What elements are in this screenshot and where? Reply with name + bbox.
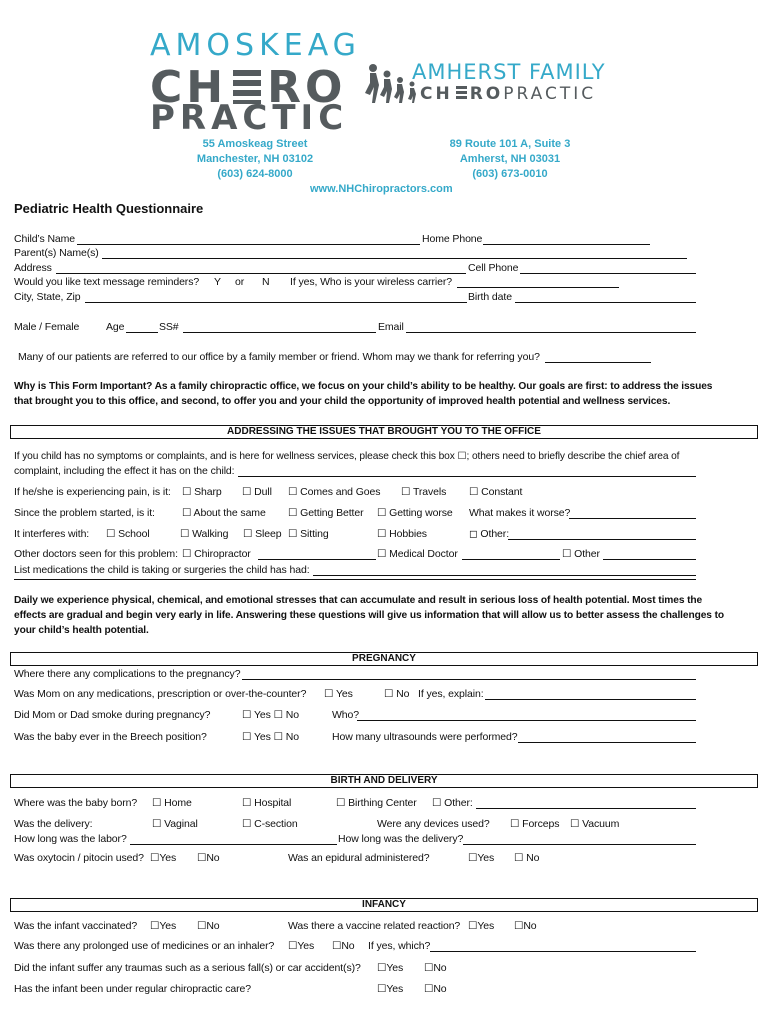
mom-medications-question: Was Mom on any medications, prescription or over-the-counter? xyxy=(14,688,307,700)
city-label: City, State, Zip xyxy=(14,291,81,303)
medications-question: List medications the child is taking or surgeries the child has had: xyxy=(14,564,310,576)
devices-vacuum-checkbox[interactable]: ☐ Vacuum xyxy=(570,818,620,830)
birth-section-header: BIRTH AND DELIVERY xyxy=(10,774,758,788)
reminders-no[interactable]: N xyxy=(262,276,270,288)
birthplace-home-checkbox[interactable]: ☐ Home xyxy=(152,797,192,809)
carrier-label: If yes, Who is your wireless carrier? xyxy=(290,276,453,288)
birthplace-question: Where was the baby born? xyxy=(14,797,138,809)
doctor-medical-checkbox[interactable]: ☐ Medical Doctor xyxy=(377,548,458,560)
pain-sharp-checkbox[interactable]: ☐ Sharp xyxy=(182,486,222,498)
since-better-checkbox[interactable]: ☐ Getting Better xyxy=(288,507,364,519)
reaction-question: Was there a vaccine related reaction? xyxy=(288,920,461,932)
page-title: Pediatric Health Questionnaire xyxy=(14,201,204,216)
birthplace-other-field[interactable] xyxy=(476,808,696,809)
doctors-question: Other doctors seen for this problem: xyxy=(14,548,178,560)
labor-field[interactable] xyxy=(130,844,337,845)
vaccinated-no[interactable]: ☐No xyxy=(197,920,220,932)
carrier-field[interactable] xyxy=(457,287,619,288)
explain-field[interactable] xyxy=(485,699,696,700)
infancy-section-header: INFANCY xyxy=(10,898,758,912)
delivery-length-field[interactable] xyxy=(463,844,696,845)
daily-paragraph-2: effects are gradual and begin very early in life. Answering these questions will give us information that will allow us to better assess the challenges to xyxy=(14,610,724,621)
inhaler-no[interactable]: ☐No xyxy=(332,940,355,952)
amoskeag-address: 55 Amoskeag Street Manchester, NH 03102 (603) 624-8000 xyxy=(196,138,314,180)
chiro-wordmark: CH RO xyxy=(150,62,347,113)
amoskeag-wordmark: AMOSKEAG xyxy=(150,28,361,63)
email-label: Email xyxy=(378,321,404,333)
ss-field[interactable] xyxy=(183,332,376,333)
cell-phone-label: Cell Phone xyxy=(468,262,519,274)
vaccinated-question: Was the infant vaccinated? xyxy=(14,920,138,932)
who-field[interactable] xyxy=(357,720,696,721)
trauma-question: Did the infant suffer any traumas such as a serious fall(s) or car accident(s)? xyxy=(14,962,361,974)
oxytocin-yes[interactable]: ☐Yes xyxy=(150,852,177,864)
worse-question: What makes it worse? xyxy=(469,507,571,519)
pain-travels-checkbox[interactable]: ☐ Travels xyxy=(401,486,447,498)
smoke-question: Did Mom or Dad smoke during pregnancy? xyxy=(14,709,211,721)
referral-field[interactable] xyxy=(545,362,651,363)
daily-paragraph-1: Daily we experience physical, chemical, and emotional stresses that can accumulate and result in serious loss of health potential. Most times the xyxy=(14,595,703,606)
amherst-wordmark: AMHERST FAMILY xyxy=(412,60,606,84)
interferes-school-checkbox[interactable]: ☐ School xyxy=(106,528,150,540)
medications-field[interactable] xyxy=(313,575,696,576)
issues-intro-1: If you child has no symptoms or complaints, and is here for wellness services, please check this box ☐; others need to briefly describe the chief area of xyxy=(14,451,680,462)
trauma-yes[interactable]: ☐Yes xyxy=(377,962,404,974)
pregnancy-complications-field[interactable] xyxy=(242,679,696,680)
worse-field[interactable] xyxy=(569,518,696,519)
interferes-walking-checkbox[interactable]: ☐ Walking xyxy=(180,528,229,540)
delivery-length-question: How long was the delivery? xyxy=(338,833,464,845)
pain-dull-checkbox[interactable]: ☐ Dull xyxy=(242,486,272,498)
reminders-yes[interactable]: Y xyxy=(214,276,221,288)
ultrasounds-field[interactable] xyxy=(518,742,696,743)
why-paragraph-2: that brought you to this office, and second, to offer you and your child the opportunity of improved health potential and wellness services. xyxy=(14,396,671,407)
trauma-no[interactable]: ☐No xyxy=(424,962,447,974)
interferes-sitting-checkbox[interactable]: ☐ Sitting xyxy=(288,528,329,540)
delivery-question: Was the delivery: xyxy=(14,818,93,830)
sex-label[interactable]: Male / Female xyxy=(14,321,80,333)
inhaler-question: Was there any prolonged use of medicines or an inhaler? xyxy=(14,940,275,952)
breech-yes-no[interactable]: ☐ Yes ☐ No xyxy=(242,731,299,743)
daily-paragraph-3: your child’s health potential. xyxy=(14,625,149,636)
epidural-yes[interactable]: ☐Yes xyxy=(468,852,495,864)
interferes-other-field[interactable] xyxy=(508,539,696,540)
practic-wordmark: PRACTIC xyxy=(150,98,349,138)
parents-label: Parent(s) Name(s) xyxy=(14,247,99,259)
amherst-address: 89 Route 101 A, Suite 3 Amherst, NH 03031 (603) 673-0010 xyxy=(449,138,571,180)
home-phone-label: Home Phone xyxy=(422,233,483,245)
ultrasounds-label: How many ultrasounds were performed? xyxy=(332,731,518,743)
childs-name-field[interactable] xyxy=(77,244,420,245)
medications-field-2[interactable] xyxy=(14,579,696,580)
why-paragraph-1: Why is This Form Important? As a family chiropractic office, we focus on your child’s ability to be healthy. Our goals are first: to address the issues xyxy=(14,381,713,392)
since-worse-checkbox[interactable]: ☐ Getting worse xyxy=(377,507,453,519)
interferes-sleep-checkbox[interactable]: ☐ Sleep xyxy=(243,528,282,540)
website: www.NHChiropractors.com xyxy=(310,183,453,195)
pain-constant-checkbox[interactable]: ☐ Constant xyxy=(469,486,523,498)
cell-phone-field[interactable] xyxy=(520,273,696,274)
interferes-question: It interferes with: xyxy=(14,528,90,540)
text-reminders-label: Would you like text message reminders? xyxy=(14,276,200,288)
chiro-care-yes[interactable]: ☐Yes xyxy=(377,983,404,995)
email-field[interactable] xyxy=(406,332,696,333)
smoke-yes-no[interactable]: ☐ Yes ☐ No xyxy=(242,709,299,721)
breech-question: Was the baby ever in the Breech position? xyxy=(14,731,207,743)
pain-question: If he/she is experiencing pain, is it: xyxy=(14,486,171,498)
birth-date-field[interactable] xyxy=(515,302,696,303)
since-same-checkbox[interactable]: ☐ About the same xyxy=(182,507,266,519)
interferes-hobbies-checkbox[interactable]: ☐ Hobbies xyxy=(377,528,427,540)
childs-name-label: Child’s Name xyxy=(14,233,76,245)
reaction-no[interactable]: ☐No xyxy=(514,920,537,932)
labor-question: How long was the labor? xyxy=(14,833,127,845)
medical-doctor-field[interactable] xyxy=(462,559,560,560)
reminders-or: or xyxy=(235,276,245,288)
doctor-other-checkbox[interactable]: ☐ Other xyxy=(562,548,600,560)
doctor-chiropractor-checkbox[interactable]: ☐ Chiropractor xyxy=(182,548,251,560)
devices-question: Were any devices used? xyxy=(377,818,490,830)
since-question: Since the problem started, is it: xyxy=(14,507,155,519)
issues-section-header: ADDRESSING THE ISSUES THAT BROUGHT YOU TO THE OFFICE xyxy=(10,425,758,439)
who-label: Who? xyxy=(332,709,360,721)
which-field[interactable] xyxy=(430,951,696,952)
pregnancy-complications-question: Where there any complications to the pregnancy? xyxy=(14,668,241,680)
mom-medications-no[interactable]: ☐ No xyxy=(384,688,410,700)
complaint-field[interactable] xyxy=(238,476,696,477)
issues-intro-2: complaint, including the effect it has on the child: xyxy=(14,465,235,477)
doctor-other-field[interactable] xyxy=(603,559,696,560)
epidural-no[interactable]: ☐ No xyxy=(514,852,540,864)
age-label: Age xyxy=(106,321,125,333)
mom-medications-yes[interactable]: ☐ Yes xyxy=(324,688,353,700)
birthplace-hospital-checkbox[interactable]: ☐ Hospital xyxy=(242,797,292,809)
explain-label: If yes, explain: xyxy=(418,688,484,700)
epidural-question: Was an epidural administered? xyxy=(288,852,430,864)
ss-label: SS# xyxy=(159,321,179,333)
amherst-chiro-wordmark: CH ROPRACTIC xyxy=(420,84,597,104)
chiro-care-no[interactable]: ☐No xyxy=(424,983,447,995)
parents-field[interactable] xyxy=(102,258,687,259)
birth-date-label: Birth date xyxy=(468,291,512,303)
delivery-vaginal-checkbox[interactable]: ☐ Vaginal xyxy=(152,818,198,830)
oxytocin-question: Was oxytocin / pitocin used? xyxy=(14,852,144,864)
which-label: If yes, which? xyxy=(368,940,431,952)
address-label: Address xyxy=(14,262,52,274)
inhaler-yes[interactable]: ☐Yes xyxy=(288,940,315,952)
city-field[interactable] xyxy=(85,302,467,303)
pregnancy-section-header: PREGNANCY xyxy=(10,652,758,666)
address-field[interactable] xyxy=(56,273,466,274)
spine-icon xyxy=(456,86,467,100)
referral-question: Many of our patients are referred to our office by a family member or friend. Whom may we thank for referring you? xyxy=(18,351,540,363)
reaction-yes[interactable]: ☐Yes xyxy=(468,920,495,932)
birthplace-other-checkbox[interactable]: ☐ Other: xyxy=(432,797,473,809)
oxytocin-no[interactable]: ☐No xyxy=(197,852,220,864)
vaccinated-yes[interactable]: ☐Yes xyxy=(150,920,177,932)
home-phone-field[interactable] xyxy=(483,244,650,245)
chiropractor-field[interactable] xyxy=(258,559,376,560)
devices-forceps-checkbox[interactable]: ☐ Forceps xyxy=(510,818,560,830)
interferes-other-checkbox[interactable]: ◻ Other: xyxy=(469,528,510,540)
birthplace-center-checkbox[interactable]: ☐ Birthing Center xyxy=(336,797,417,809)
delivery-csection-checkbox[interactable]: ☐ C-section xyxy=(242,818,298,830)
pain-comes-goes-checkbox[interactable]: ☐ Comes and Goes xyxy=(288,486,381,498)
chiro-care-question: Has the infant been under regular chiropractic care? xyxy=(14,983,252,995)
age-field[interactable] xyxy=(126,332,158,333)
